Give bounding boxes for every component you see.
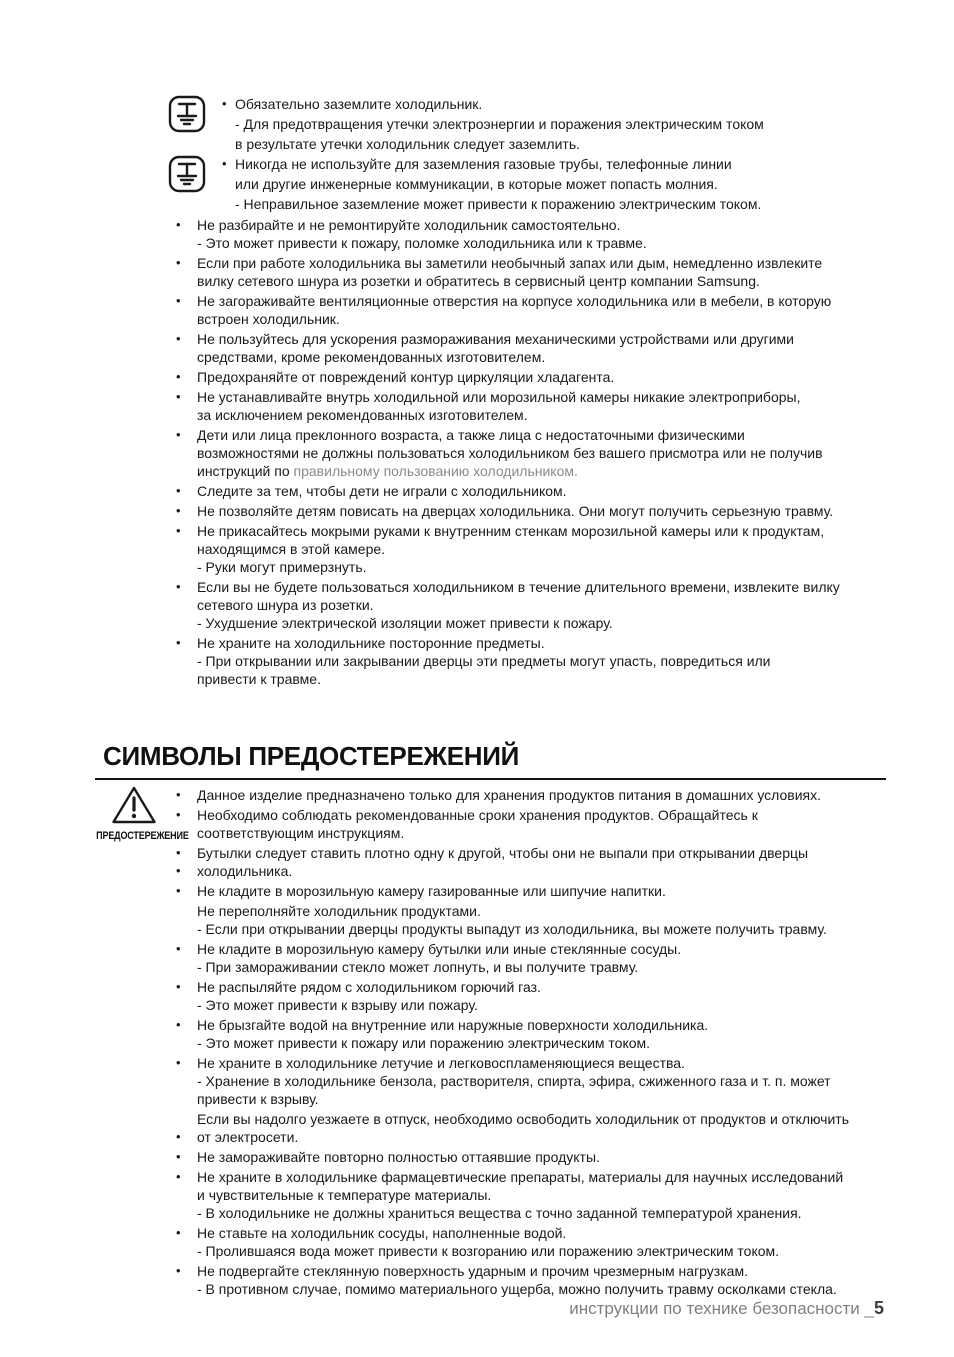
text-line <box>176 254 936 272</box>
bullet-marker: • <box>176 1017 181 1032</box>
list-item <box>176 844 946 880</box>
text-line <box>176 522 936 540</box>
text-line <box>176 292 936 310</box>
text-line <box>176 958 946 976</box>
text-line <box>176 406 936 424</box>
bullet-marker: • <box>176 941 181 956</box>
text-content: Бутылки следует ставить плотно одну к другой, чтобы они не выпали при открывании дверцы <box>197 845 809 861</box>
text-line <box>176 540 936 558</box>
bullet-marker: • <box>176 635 181 650</box>
text-content: - В противном случае, помимо материального ущерба, можно получить травму осколками стекла. <box>197 1281 837 1297</box>
text-line <box>176 1262 946 1280</box>
bullet-marker: • <box>176 863 181 878</box>
text-content: Не прикасайтесь мокрыми руками к внутренним стенкам морозильной камеры или к продуктам, <box>197 523 825 539</box>
text-line <box>176 216 936 234</box>
text-content: Не распыляйте рядом с холодильником горючий газ. <box>197 979 541 995</box>
bullet-marker: • <box>222 96 227 111</box>
list-item <box>176 1054 946 1108</box>
text-content: Не храните в холодильнике летучие и легковоспламеняющиеся вещества. <box>197 1055 685 1071</box>
text-line <box>222 154 761 174</box>
text-line <box>222 134 764 154</box>
section-divider <box>95 778 886 780</box>
text-content: Следите за тем, чтобы дети не играли с холодильником. <box>197 483 567 499</box>
list-item <box>176 1110 946 1146</box>
text-content: - При открывании или закрывании дверцы эти предметы могут упасть, повредиться или <box>197 653 771 669</box>
text-line <box>176 634 936 652</box>
list-item <box>176 254 936 290</box>
text-line <box>176 1054 946 1072</box>
text-content: от электросети. <box>197 1129 299 1145</box>
text-line <box>176 596 936 614</box>
text-content: соответствующим инструкциям. <box>197 825 405 841</box>
text-content: за исключением рекомендованных изготовителем. <box>197 407 528 423</box>
text-line <box>176 462 936 480</box>
text-content: холодильника. <box>197 863 293 879</box>
text-content: Необходимо соблюдать рекомендованные сроки хранения продуктов. Обращайтесь к <box>197 807 758 823</box>
text-content: - Пролившаяся вода может привести к возгоранию или поражению электрическим током. <box>197 1243 780 1259</box>
text-line <box>176 996 946 1014</box>
text-line <box>176 1072 946 1090</box>
bullet-marker: • <box>222 156 227 171</box>
text-content: Предохраняйте от повреждений контур циркуляции хладагента. <box>197 369 615 385</box>
footer-text: инструкции по технике безопасности _ <box>569 1299 874 1318</box>
grounding-notes <box>168 94 908 214</box>
text-content: - Для предотвращения утечки электроэнергии и поражения электрическим током <box>235 116 764 132</box>
bullet-marker: • <box>176 503 181 518</box>
text-content: - Это может привести к взрыву или пожару. <box>197 997 478 1013</box>
list-item <box>176 1148 946 1166</box>
text-line <box>176 1090 946 1108</box>
list-item <box>176 978 946 1014</box>
list-item <box>176 368 936 386</box>
bullet-marker: • <box>176 979 181 994</box>
bullet-marker: • <box>176 369 181 384</box>
list-item <box>176 806 946 842</box>
list-item <box>176 940 946 976</box>
text-line <box>176 1280 946 1298</box>
text-content: Если вы не будете пользоваться холодильником в течение длительного времени, извлеките вилку <box>197 579 840 595</box>
text-line <box>176 806 946 824</box>
list-item <box>176 882 946 900</box>
text-line <box>176 1148 946 1166</box>
bullet-marker: • <box>176 523 181 538</box>
text-content: Данное изделие предназначено только для хранения продуктов питания в домашних условиях. <box>197 787 822 803</box>
text-line <box>176 652 936 670</box>
text-line <box>176 1168 946 1186</box>
text-content: Не разбирайте и не ремонтируйте холодильник самостоятельно. <box>197 217 621 233</box>
text-line <box>176 1242 946 1260</box>
bullet-marker: • <box>176 389 181 404</box>
page-number: 5 <box>873 1298 884 1318</box>
text-content: Не переполняйте холодильник продуктами. <box>197 903 481 919</box>
text-content: Не позволяйте детям повисать на дверцах холодильника. Они могут получить серьезную травму. <box>197 503 834 519</box>
text-content: средствами, кроме рекомендованных изготовителем. <box>197 349 546 365</box>
text-content: - Если при открывании дверцы продукты выпадут из холодильника, вы можете получить травму. <box>197 921 827 937</box>
text-content: и чувствительные к температуре материалы. <box>197 1187 492 1203</box>
text-line <box>176 330 936 348</box>
text-content: или другие инженерные коммуникации, в которые может попасть молния. <box>235 176 718 192</box>
text-content: в результате утечки холодильник следует заземлить. <box>235 136 581 152</box>
text-content: привести к травме. <box>197 671 321 687</box>
text-content: вилку сетевого шнура из розетки и обратитесь в сервисный центр компании Samsung. <box>197 273 760 289</box>
text-line <box>176 578 936 596</box>
bullet-marker: • <box>176 427 181 442</box>
text-line <box>176 426 936 444</box>
text-content: Если при работе холодильника вы заметили необычный запах или дым, немедленно извлеките <box>197 255 823 271</box>
bullet-marker: • <box>176 483 181 498</box>
text-content: - В холодильнике не должны храниться вещества с точно заданной температурой хранения. <box>197 1205 802 1221</box>
text-line <box>222 174 761 194</box>
safety-instructions-list <box>176 216 936 690</box>
page-footer <box>569 1298 884 1319</box>
text-line <box>176 1110 946 1128</box>
caution-instructions-list <box>176 786 946 1300</box>
text-content: - Неправильное заземление может привести к поражению электрическим током. <box>235 196 762 212</box>
list-item <box>176 1168 946 1222</box>
bullet-marker: • <box>176 1225 181 1240</box>
text-line <box>176 558 936 576</box>
text-content: Обязательно заземлите холодильник. <box>235 96 483 112</box>
list-item <box>176 292 936 328</box>
text-content: - Это может привести к пожару или поражению электрическим током. <box>197 1035 651 1051</box>
text-line <box>176 670 936 688</box>
text-line <box>176 502 936 520</box>
text-line <box>176 1224 946 1242</box>
text-content: Не брызгайте водой на внутренние или наружные поверхности холодильника. <box>197 1017 709 1033</box>
text-line <box>176 978 946 996</box>
text-content: - Хранение в холодильнике бензола, растворителя, спирта, эфира, сжиженного газа и т. п. может <box>197 1073 831 1089</box>
grounding-note <box>168 94 908 154</box>
list-item <box>176 388 936 424</box>
text-line <box>176 1204 946 1222</box>
text-content: Не храните в холодильнике фармацевтические препараты, материалы для научных исследований <box>197 1169 844 1185</box>
text-content: Не кладите в морозильную камеру бутылки или иные стеклянные сосуды. <box>197 941 682 957</box>
text-line <box>176 388 936 406</box>
text-line <box>176 310 936 328</box>
text-line <box>176 482 936 500</box>
text-content: Не храните на холодильнике посторонние предметы. <box>197 635 545 651</box>
text-line <box>176 1128 946 1146</box>
list-item <box>176 522 936 576</box>
text-line <box>176 824 946 842</box>
text-content: Не подвергайте стеклянную поверхность ударным и прочим чрезмерным нагрузкам. <box>197 1263 748 1279</box>
text-content: Не замораживайте повторно полностью оттаявшие продукты. <box>197 1149 600 1165</box>
text-line <box>176 1186 946 1204</box>
bullet-marker: • <box>176 217 181 232</box>
text-content: - Это может привести к пожару, поломке холодильника или к травме. <box>197 235 647 251</box>
text-line <box>222 94 764 114</box>
ground-icon <box>168 155 206 193</box>
list-item <box>176 1262 946 1298</box>
bullet-marker: • <box>176 807 181 822</box>
text-content: Не кладите в морозильную камеру газированные или шипучие напитки. <box>197 883 666 899</box>
text-content: сетевого шнура из розетки. <box>197 597 374 613</box>
ground-icon <box>168 95 206 133</box>
bullet-marker: • <box>176 255 181 270</box>
text-line <box>176 272 936 290</box>
text-content: находящимся в этой камере. <box>197 541 386 557</box>
text-content: Не пользуйтесь для ускорения размораживания механическими устройствами или другими <box>197 331 794 347</box>
text-line <box>176 786 946 804</box>
text-line <box>176 862 946 880</box>
bullet-marker: • <box>176 579 181 594</box>
list-item <box>176 1016 946 1052</box>
list-item <box>176 786 946 804</box>
bullet-marker: • <box>176 1169 181 1184</box>
bullet-marker: • <box>176 787 181 802</box>
text-content: Не устанавливайте внутрь холодильной или морозильной камеры никакие электроприборы, <box>197 389 801 405</box>
text-content: Не загораживайте вентиляционные отверстия на корпусе холодильника или в мебели, в которую <box>197 293 832 309</box>
caution-label: ПРЕДОСТЕРЕЖЕНИЕ <box>96 830 189 842</box>
text-content: - При замораживании стекло может лопнуть, и вы получите травму. <box>197 959 639 975</box>
bullet-marker: • <box>176 1129 181 1144</box>
section-title: СИМВОЛЫ ПРЕДОСТЕРЕЖЕНИЙ <box>103 741 519 771</box>
text-line <box>176 1034 946 1052</box>
text-line <box>176 940 946 958</box>
text-content: Если вы надолго уезжаете в отпуск, необходимо освободить холодильник от продуктов и отключить <box>197 1111 850 1127</box>
text-line <box>176 920 946 938</box>
bullet-marker: • <box>176 1149 181 1164</box>
list-item <box>176 1224 946 1260</box>
text-line <box>176 614 936 632</box>
list-item <box>176 634 936 688</box>
text-content: - Ухудшение электрической изоляции может привести к пожару. <box>197 615 613 631</box>
warning-triangle-icon <box>86 784 182 826</box>
gray-text-fragment: правильному пользованию холодильником. <box>293 463 578 479</box>
list-item <box>176 502 936 520</box>
grounding-note-text <box>222 154 761 214</box>
text-line <box>176 444 936 462</box>
text-content <box>197 462 578 480</box>
text-line <box>176 882 946 900</box>
bullet-marker: • <box>176 293 181 308</box>
text-content: Не ставьте на холодильник сосуды, наполненные водой. <box>197 1225 567 1241</box>
grounding-note <box>168 154 908 214</box>
text-line <box>176 844 946 862</box>
bullet-marker: • <box>176 1055 181 1070</box>
text-content: Никогда не используйте для заземления газовые трубы, телефонные линии <box>235 156 732 172</box>
list-item <box>176 578 936 632</box>
text-line <box>176 368 936 386</box>
text-line <box>176 902 946 920</box>
list-item <box>176 216 936 252</box>
text-content: возможностями не должны пользоваться холодильником без вашего присмотра или не получив <box>197 445 823 461</box>
text-content: - Руки могут примерзнуть. <box>197 559 367 575</box>
bullet-marker: • <box>176 883 181 898</box>
grounding-note-text <box>222 94 764 154</box>
text-line <box>176 1016 946 1034</box>
text-line <box>176 234 936 252</box>
text-line <box>222 194 761 214</box>
text-content: Дети или лица преклонного возраста, а также лица с недостаточными физическими <box>197 427 745 443</box>
bullet-marker: • <box>176 331 181 346</box>
bullet-marker: • <box>176 1263 181 1278</box>
text-content: встроен холодильник. <box>197 311 340 327</box>
list-item <box>176 426 936 480</box>
caution-badge <box>86 784 189 844</box>
text-content: привести к взрыву. <box>197 1091 319 1107</box>
list-item <box>176 902 946 938</box>
text-fragment: инструкций по <box>197 463 294 479</box>
list-item <box>176 330 936 366</box>
text-line <box>176 348 936 366</box>
list-item <box>176 482 936 500</box>
bullet-marker: • <box>176 845 181 860</box>
text-line <box>222 114 764 134</box>
